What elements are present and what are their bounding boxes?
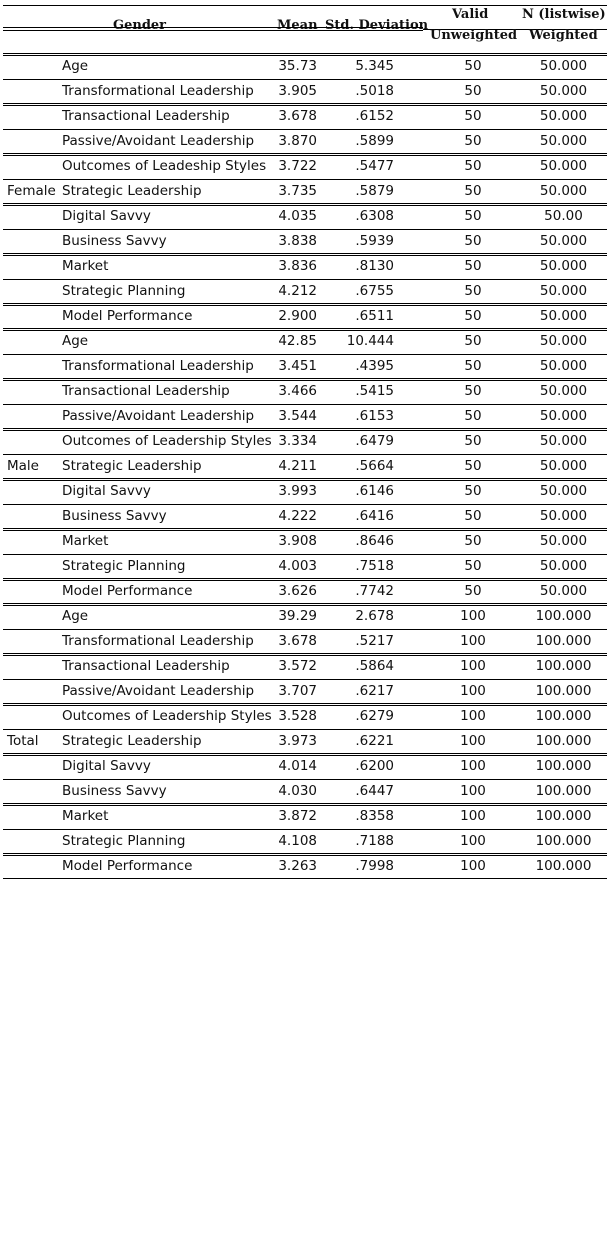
variable-name: Outcomes of Leadeship Styles: [62, 158, 267, 174]
variable-name: Strategic Planning: [62, 558, 186, 574]
std-deviation-value: .6279: [355, 708, 394, 724]
variable-name: Transformational Leadership: [62, 358, 254, 374]
mean-value: 3.870: [278, 133, 317, 149]
unweighted-n: 50: [464, 158, 482, 174]
table-row: [3, 328, 607, 353]
weighted-n: 50.000: [539, 308, 588, 324]
row-rule: [3, 229, 607, 230]
unweighted-n: 50: [464, 208, 482, 224]
weighted-n: 50.000: [539, 383, 588, 399]
std-deviation-value: .4395: [355, 358, 394, 374]
weighted-n: 50.000: [539, 183, 588, 199]
header-row-2: [3, 29, 607, 53]
unweighted-n: 50: [464, 183, 482, 199]
std-deviation-value: .6308: [355, 208, 394, 224]
mean-value: 3.572: [278, 658, 317, 674]
weighted-n: 50.000: [539, 83, 588, 99]
std-deviation-value: .6755: [355, 283, 394, 299]
std-deviation-value: .5415: [355, 383, 394, 399]
table-row: [3, 828, 607, 853]
variable-name: Business Savvy: [62, 508, 167, 524]
row-rule: [3, 129, 607, 130]
table-bottom-rule: [3, 878, 607, 879]
table-row: [3, 553, 607, 578]
weighted-n: 50.000: [539, 258, 588, 274]
unweighted-n: 50: [464, 533, 482, 549]
row-rule: [3, 179, 607, 180]
group-label: Female: [7, 183, 56, 199]
table-row: [3, 703, 607, 728]
weighted-n: 50.000: [539, 233, 588, 249]
variable-name: Strategic Leadership: [62, 458, 202, 474]
weighted-n: 100.000: [535, 758, 592, 774]
mean-value: 3.993: [278, 483, 317, 499]
variable-name: Model Performance: [62, 858, 193, 874]
weighted-n: 100.000: [535, 608, 592, 624]
std-deviation-value: .7518: [355, 558, 394, 574]
unweighted-n: 50: [464, 83, 482, 99]
weighted-n: 50.000: [539, 458, 588, 474]
table-row: [3, 253, 607, 278]
mean-value: 3.836: [278, 258, 317, 274]
std-deviation-value: .6221: [355, 733, 394, 749]
mean-value: 3.908: [278, 533, 317, 549]
row-rule: [3, 578, 607, 581]
variable-name: Digital Savvy: [62, 208, 151, 224]
variable-name: Strategic Leadership: [62, 183, 202, 199]
variable-name: Passive/Avoidant Leadership: [62, 408, 255, 424]
table-row: [3, 403, 607, 428]
mean-value: 42.85: [278, 333, 317, 349]
unweighted-n: 50: [464, 508, 482, 524]
table-row: [3, 578, 607, 603]
unweighted-n: 50: [464, 383, 482, 399]
unweighted-n: 50: [464, 58, 482, 74]
variable-name: Passive/Avoidant Leadership: [62, 133, 255, 149]
row-rule: [3, 478, 607, 481]
table-row: [3, 53, 607, 78]
variable-name: Transactional Leadership: [62, 658, 230, 674]
table-row: [3, 378, 607, 403]
unweighted-n: 50: [464, 433, 482, 449]
row-rule: [3, 354, 607, 355]
row-rule: [3, 829, 607, 830]
row-rule: [3, 253, 607, 256]
variable-name: Business Savvy: [62, 233, 167, 249]
weighted-n: 50.000: [539, 583, 588, 599]
weighted-n: 100.000: [535, 733, 592, 749]
mean-value: 3.722: [278, 158, 317, 174]
std-deviation-value: .5018: [355, 83, 394, 99]
unweighted-n: 50: [464, 308, 482, 324]
variable-name: Strategic Planning: [62, 833, 186, 849]
table-row: [3, 628, 607, 653]
std-deviation-value: .5664: [355, 458, 394, 474]
variable-name: Model Performance: [62, 308, 193, 324]
variable-name: Passive/Avoidant Leadership: [62, 683, 255, 699]
std-deviation-value: .6146: [355, 483, 394, 499]
unweighted-n: 100: [460, 833, 486, 849]
variable-name: Age: [62, 608, 89, 624]
table-row: [3, 128, 607, 153]
variable-name: Strategic Leadership: [62, 733, 202, 749]
unweighted-n: 100: [460, 808, 486, 824]
unweighted-n: 100: [460, 783, 486, 799]
variable-name: Age: [62, 58, 89, 74]
row-rule: [3, 779, 607, 780]
std-deviation-value: .6200: [355, 758, 394, 774]
weighted-n: 100.000: [535, 683, 592, 699]
mean-value: 3.707: [278, 683, 317, 699]
unweighted-n: 100: [460, 708, 486, 724]
unweighted-n: 100: [460, 608, 486, 624]
mean-value: 4.030: [278, 783, 317, 799]
table-row: [3, 753, 607, 778]
row-rule: [3, 428, 607, 431]
mean-value: 3.905: [278, 83, 317, 99]
std-deviation-value: .6479: [355, 433, 394, 449]
mean-value: 4.211: [278, 458, 317, 474]
table-row: [3, 678, 607, 703]
weighted-n: 50.000: [539, 533, 588, 549]
unweighted-n: 50: [464, 483, 482, 499]
mean-value: 3.735: [278, 183, 317, 199]
header-n-listwise: N (listwise): [522, 7, 606, 22]
mean-value: 35.73: [278, 58, 317, 74]
row-rule: [3, 679, 607, 680]
mean-value: 4.003: [278, 558, 317, 574]
unweighted-n: 100: [460, 733, 486, 749]
table-row: [3, 653, 607, 678]
row-rule: [3, 703, 607, 706]
variable-name: Age: [62, 333, 89, 349]
table-row: [3, 803, 607, 828]
row-rule: [3, 528, 607, 531]
unweighted-n: 100: [460, 758, 486, 774]
mean-value: 3.838: [278, 233, 317, 249]
table-row: [3, 103, 607, 128]
group-label: Male: [7, 458, 39, 474]
mean-value: 3.678: [278, 108, 317, 124]
unweighted-n: 50: [464, 333, 482, 349]
std-deviation-value: .8358: [355, 808, 394, 824]
weighted-n: 100.000: [535, 783, 592, 799]
row-rule: [3, 378, 607, 381]
unweighted-n: 50: [464, 233, 482, 249]
unweighted-n: 50: [464, 583, 482, 599]
weighted-n: 50.000: [539, 158, 588, 174]
unweighted-n: 100: [460, 633, 486, 649]
std-deviation-value: .6217: [355, 683, 394, 699]
variable-name: Model Performance: [62, 583, 193, 599]
table-row: [3, 153, 607, 178]
mean-value: 3.263: [278, 858, 317, 874]
weighted-n: 50.000: [539, 408, 588, 424]
weighted-n: 100.000: [535, 858, 592, 874]
row-rule: [3, 454, 607, 455]
std-deviation-value: 10.444: [346, 333, 394, 349]
mean-value: 3.973: [278, 733, 317, 749]
weighted-n: 50.000: [539, 108, 588, 124]
std-deviation-value: .8130: [355, 258, 394, 274]
weighted-n: 100.000: [535, 658, 592, 674]
unweighted-n: 100: [460, 858, 486, 874]
mean-value: 3.528: [278, 708, 317, 724]
variable-name: Business Savvy: [62, 783, 167, 799]
mean-value: 3.451: [278, 358, 317, 374]
weighted-n: 100.000: [535, 633, 592, 649]
row-rule: [3, 328, 607, 331]
header-std-deviation: Std. Deviation: [325, 18, 429, 33]
variable-name: Transactional Leadership: [62, 108, 230, 124]
std-deviation-value: .7188: [355, 833, 394, 849]
table-row: [3, 853, 607, 878]
row-rule: [3, 729, 607, 730]
unweighted-n: 50: [464, 108, 482, 124]
row-rule: [3, 753, 607, 756]
row-rule: [3, 279, 607, 280]
table-row: [3, 428, 607, 453]
row-rule: [3, 504, 607, 505]
weighted-n: 50.000: [539, 333, 588, 349]
mean-value: 4.108: [278, 833, 317, 849]
variable-name: Digital Savvy: [62, 483, 151, 499]
descriptive-statistics-table: [3, 5, 607, 878]
table-row: [3, 603, 607, 628]
std-deviation-value: 2.678: [355, 608, 394, 624]
row-rule: [3, 79, 607, 80]
variable-name: Market: [62, 258, 109, 274]
table-row: [3, 353, 607, 378]
row-rule: [3, 629, 607, 630]
std-deviation-value: .6152: [355, 108, 394, 124]
std-deviation-value: .6416: [355, 508, 394, 524]
weighted-n: 50.000: [539, 283, 588, 299]
row-rule: [3, 203, 607, 206]
std-deviation-value: .5879: [355, 183, 394, 199]
unweighted-n: 50: [464, 558, 482, 574]
row-rule: [3, 853, 607, 856]
variable-name: Outcomes of Leadership Styles: [62, 708, 272, 724]
unweighted-n: 50: [464, 133, 482, 149]
table-row: [3, 178, 607, 203]
variable-name: Market: [62, 533, 109, 549]
table-row: [3, 478, 607, 503]
std-deviation-value: .7742: [355, 583, 394, 599]
weighted-n: 100.000: [535, 833, 592, 849]
weighted-n: 50.000: [539, 558, 588, 574]
unweighted-n: 50: [464, 358, 482, 374]
unweighted-n: 50: [464, 258, 482, 274]
weighted-n: 50.00: [544, 208, 583, 224]
unweighted-n: 100: [460, 683, 486, 699]
table-row: [3, 303, 607, 328]
variable-name: Transformational Leadership: [62, 83, 254, 99]
table-row: [3, 78, 607, 103]
row-rule: [3, 554, 607, 555]
std-deviation-value: .6153: [355, 408, 394, 424]
table-row: [3, 203, 607, 228]
table-row: [3, 453, 607, 478]
mean-value: 3.544: [278, 408, 317, 424]
std-deviation-value: 5.345: [355, 58, 394, 74]
unweighted-n: 50: [464, 458, 482, 474]
variable-name: Outcomes of Leadership Styles: [62, 433, 272, 449]
unweighted-n: 50: [464, 408, 482, 424]
unweighted-n: 50: [464, 283, 482, 299]
row-rule: [3, 103, 607, 106]
header-row-1: [3, 5, 607, 33]
mean-value: 4.035: [278, 208, 317, 224]
row-rule: [3, 803, 607, 806]
table-row: [3, 778, 607, 803]
table-row: [3, 528, 607, 553]
variable-name: Market: [62, 808, 109, 824]
std-deviation-value: .5477: [355, 158, 394, 174]
weighted-n: 100.000: [535, 808, 592, 824]
weighted-n: 50.000: [539, 358, 588, 374]
weighted-n: 50.000: [539, 483, 588, 499]
row-rule: [3, 653, 607, 656]
row-rule: [3, 153, 607, 156]
mean-value: 39.29: [278, 608, 317, 624]
header-mean: Mean: [277, 18, 318, 33]
mean-value: 3.466: [278, 383, 317, 399]
weighted-n: 50.000: [539, 58, 588, 74]
weighted-n: 100.000: [535, 708, 592, 724]
table-row: [3, 278, 607, 303]
variable-name: Strategic Planning: [62, 283, 186, 299]
mean-value: 4.212: [278, 283, 317, 299]
std-deviation-value: .5864: [355, 658, 394, 674]
variable-name: Transactional Leadership: [62, 383, 230, 399]
table-row: [3, 503, 607, 528]
header-mid-rule-left: [3, 27, 423, 28]
mean-value: 3.626: [278, 583, 317, 599]
std-deviation-value: .7998: [355, 858, 394, 874]
std-deviation-value: .6511: [355, 308, 394, 324]
std-deviation-value: .5217: [355, 633, 394, 649]
std-deviation-value: .8646: [355, 533, 394, 549]
group-label: Total: [7, 733, 39, 749]
header-unweighted: Unweighted: [430, 28, 518, 43]
weighted-n: 50.000: [539, 133, 588, 149]
mean-value: 4.222: [278, 508, 317, 524]
std-deviation-value: .5939: [355, 233, 394, 249]
variable-name: Transformational Leadership: [62, 633, 254, 649]
variable-name: Digital Savvy: [62, 758, 151, 774]
weighted-n: 50.000: [539, 433, 588, 449]
row-rule: [3, 404, 607, 405]
mean-value: 3.872: [278, 808, 317, 824]
table-body: [3, 53, 607, 878]
unweighted-n: 100: [460, 658, 486, 674]
row-rule: [3, 603, 607, 606]
table-row: [3, 728, 607, 753]
mean-value: 3.678: [278, 633, 317, 649]
header-gender: Gender: [113, 18, 167, 33]
table-row: [3, 228, 607, 253]
mean-value: 3.334: [278, 433, 317, 449]
weighted-n: 50.000: [539, 508, 588, 524]
std-deviation-value: .5899: [355, 133, 394, 149]
row-rule: [3, 303, 607, 306]
header-weighted: Weighted: [529, 28, 598, 43]
mean-value: 4.014: [278, 758, 317, 774]
header-valid: Valid: [452, 7, 489, 22]
row-rule: [3, 53, 607, 56]
std-deviation-value: .6447: [355, 783, 394, 799]
mean-value: 2.900: [278, 308, 317, 324]
